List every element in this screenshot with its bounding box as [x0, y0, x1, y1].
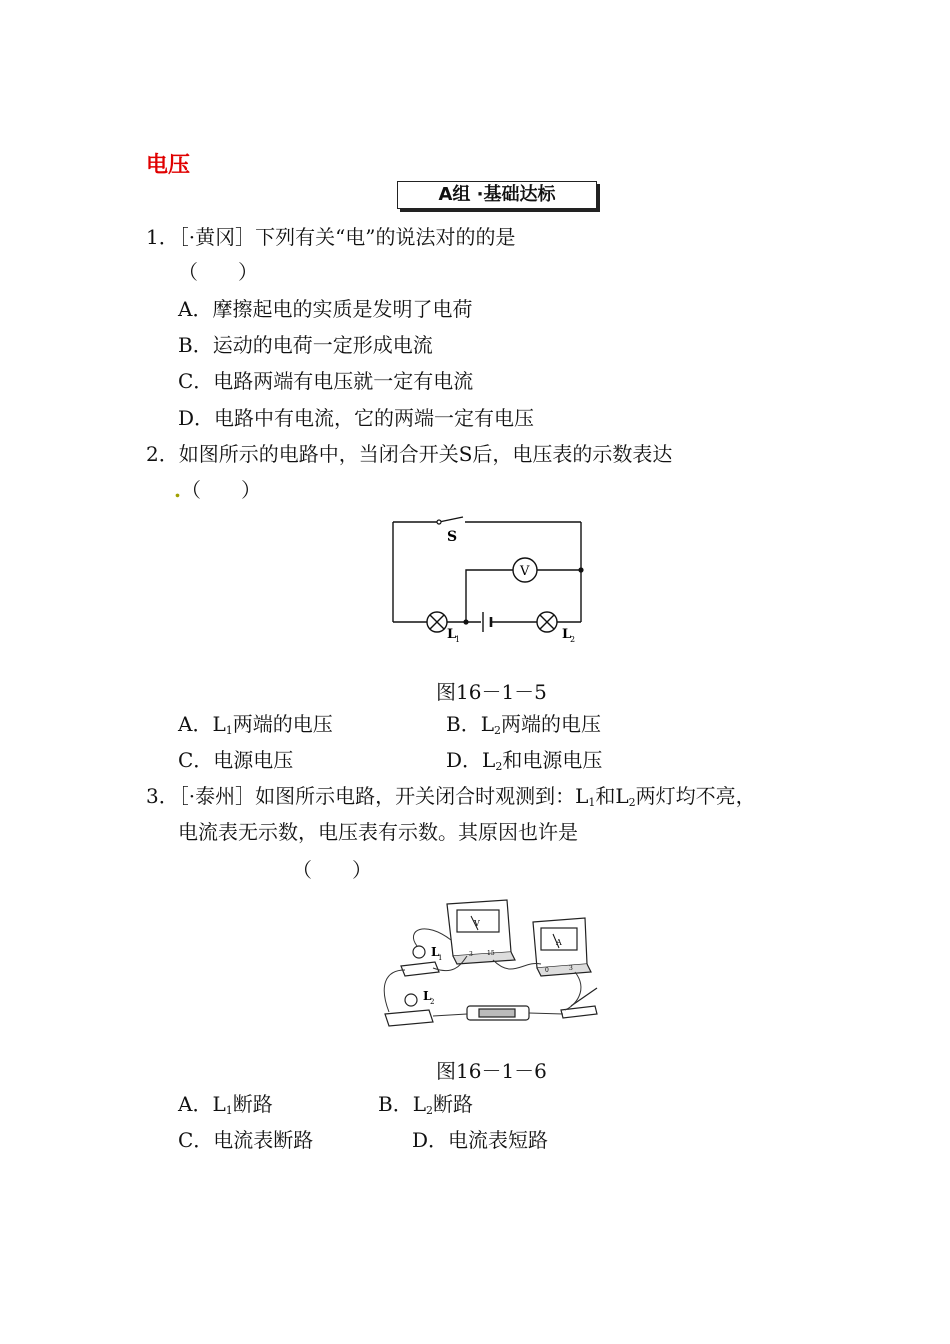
- lamp-l2-subscript: 2: [570, 635, 576, 644]
- q2-answer-line: [174, 476, 261, 504]
- switch-base: [561, 1006, 597, 1018]
- wire: [384, 970, 405, 1012]
- figure-caption-16-1-5: 图16－1－5: [436, 680, 547, 704]
- lamp-l2-subscript: 2: [430, 998, 435, 1006]
- q1-answer-paren: （ ）: [178, 260, 258, 284]
- wire: [565, 972, 581, 1010]
- lamp-l1-label: L: [447, 627, 457, 642]
- ammeter-scale-label: 0: [545, 967, 549, 974]
- lamp-l1-board: [401, 962, 439, 976]
- section-header: A组 ·基础达标: [397, 181, 597, 209]
- q2-option-c: C．电源电压: [178, 748, 294, 772]
- wire: [529, 1013, 563, 1014]
- q2-option-b: B．$L_2$两端的电压: [446, 712, 601, 737]
- q3-option-c: C．电流表断路: [178, 1128, 314, 1152]
- q2-option-a: A．$L_1$两端的电压: [178, 712, 333, 737]
- q3-option-a: A．$L_1$断路: [178, 1092, 273, 1117]
- voltmeter-label: V: [474, 919, 480, 928]
- lamp-l1-subscript: 1: [455, 635, 461, 644]
- wire-volt-branch: [466, 570, 513, 622]
- lamp-l1-label: L: [431, 945, 440, 959]
- q3-option-b: B．$L_2$断路: [378, 1092, 473, 1117]
- page-title: 电压: [146, 153, 191, 178]
- ammeter-label: A: [556, 938, 562, 947]
- figure-caption-16-1-6: 图16－1－6: [436, 1059, 547, 1083]
- q1-stem: 1．［·黄冈］下列有关“电”的说法对的的是: [146, 225, 516, 249]
- q1-option-d: D．电路中有电流，它的两端一定有电压: [178, 406, 535, 430]
- q3-stem-line1: 3．［·泰州］如图所示电路，开关闭合时观测到：$L_1$和$L_2$两灯均不亮，: [146, 784, 756, 809]
- switch-blade: [439, 517, 463, 522]
- voltmeter-scale-label: 3: [469, 951, 473, 958]
- wire: [433, 1014, 467, 1016]
- switch-label: S: [447, 529, 458, 545]
- lamp-l2-label: L: [562, 627, 572, 642]
- q3-stem-line2: 电流表无示数，电压表有示数。其原因也许是: [178, 820, 578, 844]
- voltmeter-scale-label: 15: [487, 950, 495, 957]
- lamp-l2-bulb: [405, 994, 417, 1006]
- circuit-photo-16-1-6: [375, 890, 610, 1030]
- q2-stem: 2．如图所示的电路中，当闭合开关S后，电压表的示数表达: [146, 442, 673, 466]
- q3-answer-paren: （ ）: [292, 858, 372, 882]
- stray-dot: .: [174, 478, 181, 502]
- q2-answer-paren: （ ）: [180, 478, 261, 502]
- lamp-l2-label: L: [423, 989, 432, 1003]
- junction-dot: [578, 567, 583, 572]
- q2-option-d: D．$L_2$和电源电压: [446, 748, 603, 773]
- junction-dot: [463, 619, 468, 624]
- q1-option-a: A．摩擦起电的实质是发明了电荷: [178, 297, 473, 321]
- q1-option-c: C．电路两端有电压就一定有电流: [178, 369, 474, 393]
- lamp-l1-bulb: [413, 946, 425, 958]
- voltmeter-label: V: [520, 564, 530, 579]
- ammeter-scale-label: 3: [569, 965, 573, 972]
- q1-option-b: B．运动的电荷一定形成电流: [178, 333, 433, 357]
- switch-pivot: [437, 520, 441, 524]
- wire: [413, 929, 451, 946]
- lamp-l1-subscript: 1: [438, 954, 443, 962]
- circuit-diagram-16-1-5: [385, 508, 595, 648]
- q3-option-d: D．电流表短路: [412, 1128, 549, 1152]
- lamp-l2-board: [385, 1010, 433, 1026]
